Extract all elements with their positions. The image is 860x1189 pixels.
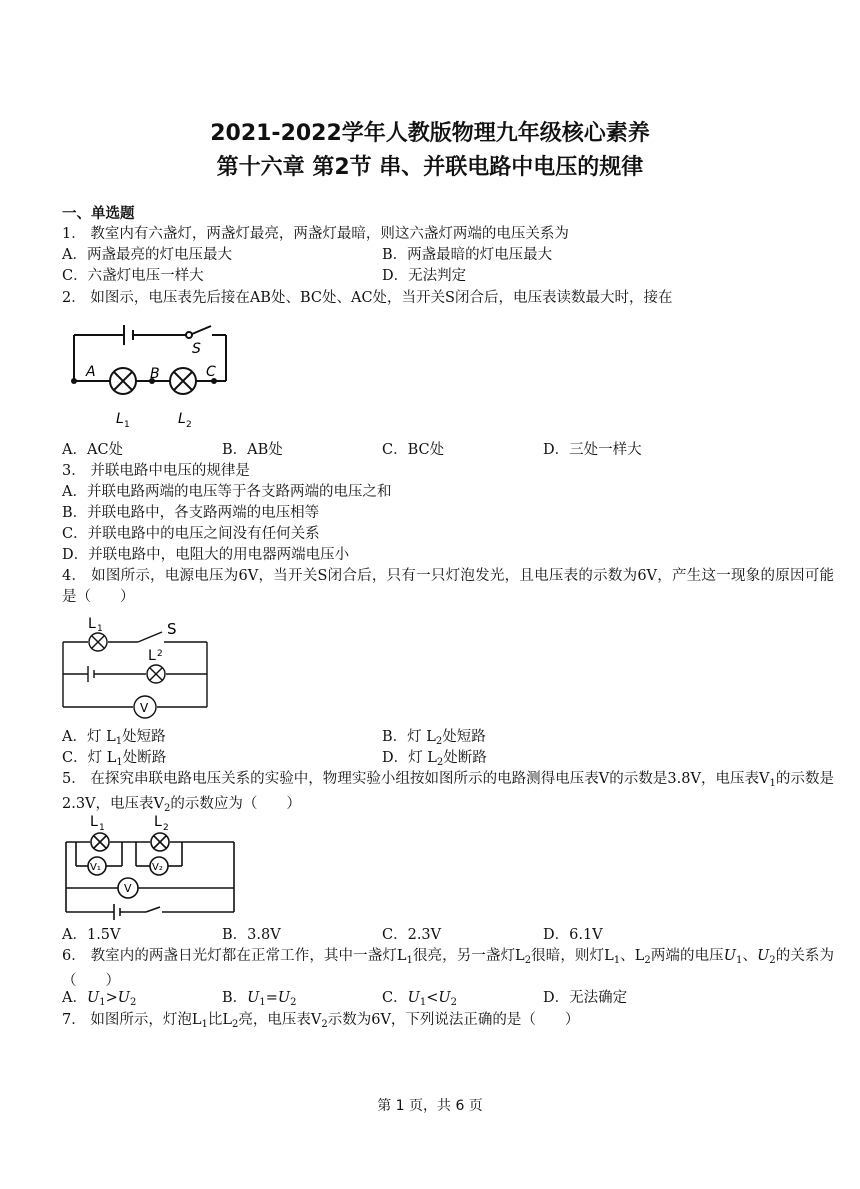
q4-label-l2: L: [148, 648, 156, 664]
q7-stem: 7． 如图所示，灯泡$L_1$比$L_2$亮，电压表$V_2$示数为6V，下列说法正确的是（ ）: [62, 1012, 580, 1030]
title-line-2: 第十六章 第2节 串、并联电路中电压的规律: [216, 155, 644, 180]
q2-label-l2-sub: 2: [186, 420, 192, 430]
q5-voltmeter-v-label: V: [124, 882, 132, 895]
q5-option-b: B．3.8V: [222, 927, 281, 943]
q6-stem: 6． 教室内的两盏日光灯都在正常工作，其中一盏灯$L_1$很亮，另一盏灯$L_2$很暗，则灯$L_1$、$L_2$两端的电压$U_1$、$U_2$的关系为（ ）: [62, 948, 835, 989]
q5-label-l1: L: [90, 814, 98, 830]
q4-label-l1: L: [88, 616, 96, 632]
q3-stem: 3． 并联电路中电压的规律是: [62, 463, 250, 479]
q6-option-a: A．$U_1>U_2$: [62, 990, 137, 1008]
q6-options: [62, 988, 802, 1008]
q2-stem: 2． 如图示，电压表先后接在AB处、BC处、AC处，当开关S闭合后，电压表读数最大时，接在: [62, 290, 673, 306]
q6-option-d: D．无法确定: [543, 990, 628, 1006]
q4-label-l1-sub: 1: [97, 624, 103, 634]
q2-label-a: A: [86, 364, 96, 380]
q5-label-l2: L: [154, 814, 162, 830]
q4-voltmeter-label: V: [140, 701, 149, 715]
q2-option-c: C．BC处: [382, 442, 445, 458]
q1-options-row1: [62, 245, 802, 265]
q3-option-a: A．并联电路两端的电压等于各支路两端的电压之和: [62, 484, 392, 500]
q1-option-d: D．无法判定: [382, 268, 467, 284]
q4-label-s: S: [167, 620, 177, 638]
q1-option-a: A．两盏最亮的灯电压最大: [62, 247, 232, 263]
q2-options: [62, 440, 802, 460]
q2-label-l1: L: [116, 411, 124, 427]
q5-label-l1-sub: 1: [99, 823, 105, 833]
q4-stem: 4． 如图所示，电源电压为6V，当开关S闭合后，只有一只灯泡发光，且电压表的示数为6V，产生这一现象的原因可能是（ ）: [62, 568, 834, 605]
q4-option-b: B．灯 $L_2$处短路: [382, 729, 486, 747]
q5-option-a: A．1.5V: [62, 927, 121, 943]
q6-option-b: B．$U_1=U_2$: [222, 990, 297, 1008]
q5-options: [62, 925, 802, 945]
title-line-1: 2021-2022学年人教版物理九年级核心素养: [210, 121, 650, 146]
q1-option-b: B．两盏最暗的灯电压最大: [382, 247, 553, 263]
section-heading: 一、单选题: [62, 206, 135, 222]
page-footer: 第 1 页，共 6 页: [377, 1098, 483, 1114]
q5-voltmeter-v2-label: V₂: [152, 862, 163, 873]
q2-option-a: A．AC处: [62, 442, 124, 458]
q2-option-b: B．AB处: [222, 442, 283, 458]
q4-options-row2: [62, 748, 802, 768]
q5-label-l2-sub: 2: [163, 823, 169, 833]
q4-option-d: D．灯 $L_2$处断路: [382, 750, 487, 768]
q1-options-row2: [62, 266, 802, 286]
q4-option-c: C．灯 $L_1$处断路: [62, 750, 167, 768]
q2-label-l2: L: [178, 411, 186, 427]
q1-stem: 1． 教室内有六盏灯，两盏灯最亮，两盏灯最暗，则这六盏灯两端的电压关系为: [62, 226, 569, 242]
q1-option-c: C．六盏灯电压一样大: [62, 268, 204, 284]
q5-circuit-diagram: [62, 812, 238, 920]
q3-option-b: B．并联电路中，各支路两端的电压相等: [62, 505, 320, 521]
q2-label-s: S: [192, 341, 201, 357]
q4-label-l2-sub: 2: [157, 649, 163, 659]
q2-label-l1-sub: 1: [124, 420, 130, 430]
q2-option-d: D．三处一样大: [543, 442, 642, 458]
q2-circuit-diagram: [66, 315, 236, 435]
q4-options-row1: [62, 727, 802, 747]
q5-stem: 5． 在探究串联电路电压关系的实验中，物理实验小组按如图所示的电路测得电压表V的示数是3.8V，电压表$V_1$的示数是2.3V，电压表$V_2$的示数应为（ ）: [62, 771, 835, 814]
q3-option-d: D．并联电路中，电阻大的用电器两端电压小: [62, 547, 350, 563]
q2-label-c: C: [206, 364, 216, 380]
q3-option-c: C．并联电路中的电压之间没有任何关系: [62, 526, 320, 542]
q5-voltmeter-v1-label: V₁: [90, 862, 101, 873]
q6-option-c: C．$U_1<U_2$: [382, 990, 457, 1008]
q4-option-a: A．灯 $L_1$处短路: [62, 729, 166, 747]
q4-circuit-diagram: [60, 612, 212, 722]
q2-label-b: B: [150, 366, 160, 382]
q5-option-c: C．2.3V: [382, 927, 442, 943]
q5-option-d: D．6.1V: [543, 927, 603, 943]
